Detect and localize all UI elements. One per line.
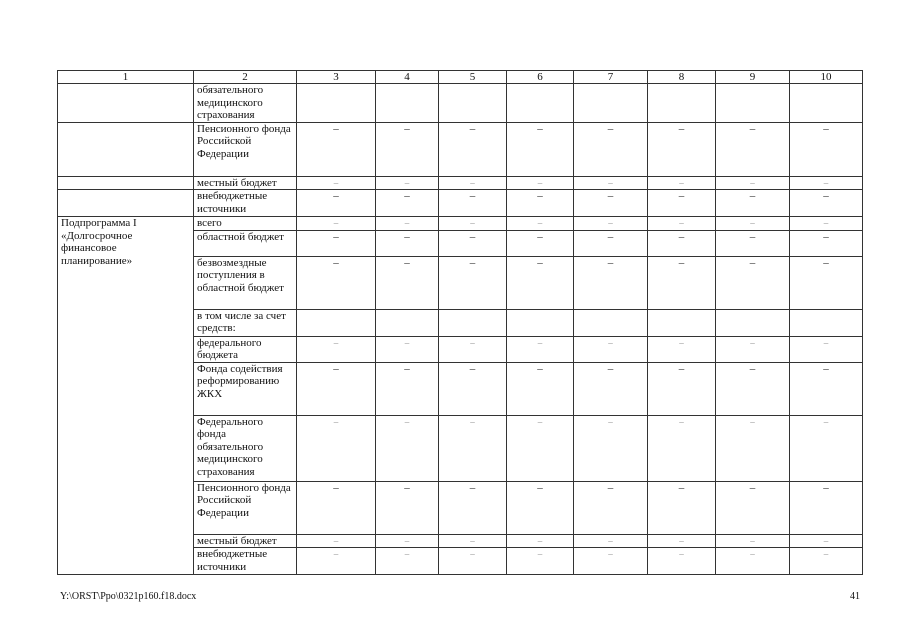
value-cell bbox=[297, 84, 376, 123]
value-cell bbox=[716, 309, 790, 336]
column-header: 9 bbox=[716, 71, 790, 84]
value-cell: – bbox=[507, 336, 574, 362]
value-cell: – bbox=[376, 230, 439, 256]
value-cell: – bbox=[716, 230, 790, 256]
column-header: 4 bbox=[376, 71, 439, 84]
value-cell: – bbox=[297, 217, 376, 231]
source-cell: всего bbox=[194, 217, 297, 231]
value-cell: – bbox=[648, 336, 716, 362]
value-cell: – bbox=[376, 534, 439, 548]
value-cell: – bbox=[507, 122, 574, 176]
program-cell bbox=[58, 122, 194, 176]
value-cell bbox=[790, 84, 863, 123]
value-cell: – bbox=[297, 481, 376, 534]
value-cell bbox=[376, 84, 439, 123]
value-cell: – bbox=[574, 190, 648, 217]
value-cell: – bbox=[439, 415, 507, 481]
value-cell: – bbox=[439, 176, 507, 190]
value-cell: – bbox=[716, 176, 790, 190]
source-cell: Пенсионного фонда Российской Федерации bbox=[194, 122, 297, 176]
value-cell bbox=[574, 84, 648, 123]
value-cell: – bbox=[574, 230, 648, 256]
value-cell: – bbox=[648, 217, 716, 231]
table-row bbox=[58, 84, 863, 123]
value-cell: – bbox=[790, 336, 863, 362]
value-cell: – bbox=[716, 415, 790, 481]
value-cell: – bbox=[648, 415, 716, 481]
value-cell: – bbox=[790, 481, 863, 534]
value-cell: – bbox=[507, 548, 574, 575]
value-cell: – bbox=[507, 481, 574, 534]
value-cell: – bbox=[716, 256, 790, 309]
value-cell: – bbox=[297, 362, 376, 415]
source-cell: обязательного медицинского страхования bbox=[194, 84, 297, 123]
value-cell: – bbox=[376, 190, 439, 217]
value-cell: – bbox=[439, 190, 507, 217]
value-cell bbox=[376, 309, 439, 336]
value-cell: – bbox=[716, 481, 790, 534]
source-cell: внебюджетные источники bbox=[194, 190, 297, 217]
value-cell: – bbox=[648, 362, 716, 415]
value-cell: – bbox=[790, 122, 863, 176]
value-cell: – bbox=[376, 362, 439, 415]
value-cell: – bbox=[648, 534, 716, 548]
value-cell: – bbox=[439, 256, 507, 309]
value-cell bbox=[507, 84, 574, 123]
value-cell bbox=[439, 84, 507, 123]
value-cell: – bbox=[297, 176, 376, 190]
source-cell: местный бюджет bbox=[194, 534, 297, 548]
value-cell: – bbox=[507, 415, 574, 481]
value-cell: – bbox=[648, 122, 716, 176]
value-cell: – bbox=[574, 217, 648, 231]
value-cell: – bbox=[790, 534, 863, 548]
source-cell: Фонда содействия реформированию ЖКХ bbox=[194, 362, 297, 415]
value-cell: – bbox=[648, 256, 716, 309]
value-cell: – bbox=[376, 336, 439, 362]
value-cell: – bbox=[439, 230, 507, 256]
value-cell: – bbox=[297, 256, 376, 309]
value-cell: – bbox=[439, 122, 507, 176]
value-cell: – bbox=[716, 190, 790, 217]
value-cell bbox=[648, 84, 716, 123]
budget-table bbox=[57, 70, 863, 575]
value-cell: – bbox=[439, 548, 507, 575]
value-cell: – bbox=[574, 548, 648, 575]
column-header: 7 bbox=[574, 71, 648, 84]
source-cell: областной бюджет bbox=[194, 230, 297, 256]
column-header: 5 bbox=[439, 71, 507, 84]
value-cell: – bbox=[376, 217, 439, 231]
value-cell: – bbox=[297, 336, 376, 362]
value-cell: – bbox=[376, 176, 439, 190]
document-path: Y:\ORST\Ppo\0321p160.f18.docx bbox=[60, 591, 197, 602]
value-cell: – bbox=[376, 415, 439, 481]
value-cell: – bbox=[648, 176, 716, 190]
value-cell: – bbox=[297, 534, 376, 548]
value-cell: – bbox=[790, 230, 863, 256]
value-cell: – bbox=[439, 481, 507, 534]
program-cell bbox=[58, 190, 194, 217]
value-cell: – bbox=[716, 217, 790, 231]
value-cell: – bbox=[574, 534, 648, 548]
source-cell: Пенсионного фонда Российской Федерации bbox=[194, 481, 297, 534]
source-cell: в том числе за счет средств: bbox=[194, 309, 297, 336]
value-cell: – bbox=[790, 548, 863, 575]
value-cell: – bbox=[574, 362, 648, 415]
source-cell: безвозмездные поступления в областной бюджет bbox=[194, 256, 297, 309]
value-cell: – bbox=[376, 256, 439, 309]
value-cell: – bbox=[297, 230, 376, 256]
value-cell: – bbox=[574, 336, 648, 362]
value-cell: – bbox=[574, 122, 648, 176]
value-cell: – bbox=[297, 190, 376, 217]
value-cell: – bbox=[376, 481, 439, 534]
value-cell: – bbox=[507, 176, 574, 190]
value-cell: – bbox=[376, 122, 439, 176]
value-cell: – bbox=[439, 336, 507, 362]
value-cell: – bbox=[574, 415, 648, 481]
value-cell: – bbox=[716, 362, 790, 415]
source-cell: внебюджетные источники bbox=[194, 548, 297, 575]
program-cell bbox=[58, 176, 194, 190]
value-cell: – bbox=[507, 217, 574, 231]
value-cell: – bbox=[648, 548, 716, 575]
table-row bbox=[58, 190, 863, 217]
table-row bbox=[58, 122, 863, 176]
value-cell bbox=[648, 309, 716, 336]
column-header: 3 bbox=[297, 71, 376, 84]
value-cell: – bbox=[376, 548, 439, 575]
value-cell: – bbox=[648, 190, 716, 217]
value-cell: – bbox=[574, 176, 648, 190]
value-cell: – bbox=[716, 548, 790, 575]
value-cell: – bbox=[790, 176, 863, 190]
value-cell: – bbox=[716, 122, 790, 176]
value-cell: – bbox=[297, 548, 376, 575]
source-cell: федерального бюджета bbox=[194, 336, 297, 362]
column-header: 2 bbox=[194, 71, 297, 84]
value-cell: – bbox=[790, 415, 863, 481]
value-cell bbox=[790, 309, 863, 336]
value-cell bbox=[297, 309, 376, 336]
value-cell: – bbox=[648, 481, 716, 534]
value-cell bbox=[574, 309, 648, 336]
value-cell: – bbox=[439, 534, 507, 548]
value-cell: – bbox=[790, 190, 863, 217]
value-cell: – bbox=[507, 256, 574, 309]
value-cell: – bbox=[439, 217, 507, 231]
value-cell: – bbox=[574, 481, 648, 534]
value-cell: – bbox=[716, 534, 790, 548]
value-cell bbox=[507, 309, 574, 336]
column-header: 10 bbox=[790, 71, 863, 84]
column-header: 6 bbox=[507, 71, 574, 84]
header-row bbox=[58, 71, 863, 84]
value-cell: – bbox=[790, 256, 863, 309]
value-cell: – bbox=[297, 415, 376, 481]
table-row bbox=[58, 217, 863, 231]
value-cell bbox=[716, 84, 790, 123]
value-cell: – bbox=[790, 217, 863, 231]
subprogram-name-cell: Подпрограмма I «Долгосрочное финансовое планирование» bbox=[58, 217, 194, 575]
value-cell: – bbox=[790, 362, 863, 415]
program-cell bbox=[58, 84, 194, 123]
value-cell bbox=[439, 309, 507, 336]
source-cell: местный бюджет bbox=[194, 176, 297, 190]
column-header: 1 bbox=[58, 71, 194, 84]
value-cell: – bbox=[716, 336, 790, 362]
value-cell: – bbox=[507, 190, 574, 217]
value-cell: – bbox=[648, 230, 716, 256]
value-cell: – bbox=[507, 362, 574, 415]
column-header: 8 bbox=[648, 71, 716, 84]
value-cell: – bbox=[574, 256, 648, 309]
table-row bbox=[58, 176, 863, 190]
value-cell: – bbox=[297, 122, 376, 176]
page-number: 41 bbox=[850, 591, 860, 602]
value-cell: – bbox=[507, 230, 574, 256]
value-cell: – bbox=[507, 534, 574, 548]
value-cell: – bbox=[439, 362, 507, 415]
source-cell: Федерального фонда обязательного медицинского страхования bbox=[194, 415, 297, 481]
